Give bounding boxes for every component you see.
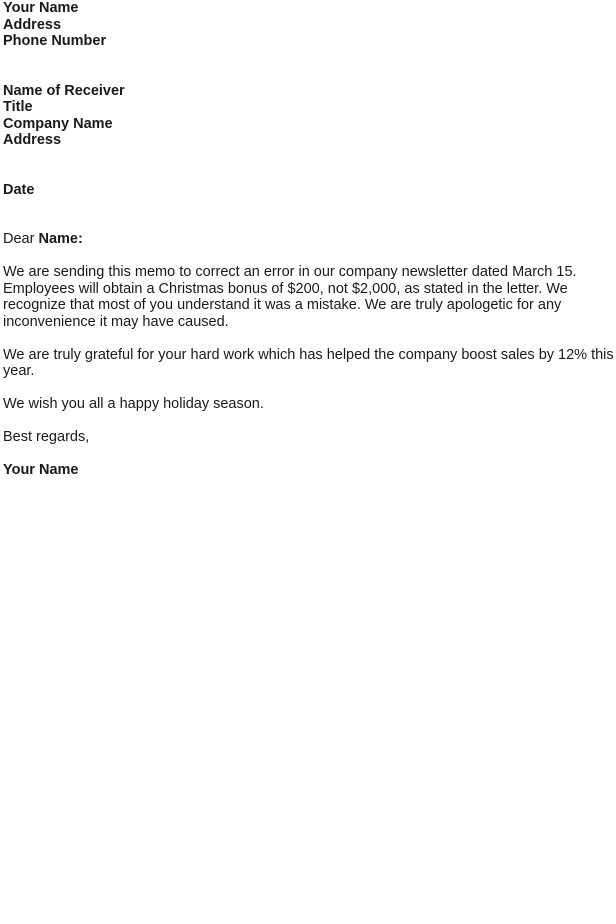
signature-block (3, 462, 613, 479)
receiver-name: Name of Receiver (3, 82, 125, 99)
receiver-company: Company Name (3, 115, 113, 132)
sender-phone: Phone Number (3, 33, 107, 49)
receiver-address: Address (3, 132, 62, 148)
spacer (3, 330, 613, 347)
date-block (3, 182, 613, 199)
receiver-title: Title (3, 99, 33, 115)
salutation (3, 231, 613, 248)
spacer (3, 380, 613, 397)
closing-text: Best regards, (3, 429, 90, 445)
paragraph-line: We wish you all a happy holiday season. (3, 396, 264, 412)
paragraph-line: inconvenience it may have caused. (3, 313, 229, 330)
body-paragraph-2 (3, 347, 613, 380)
letter (3, 0, 613, 479)
paragraph-line: recognize that most of you understand it was a mistake. We are truly apologetic for any (3, 297, 562, 313)
spacer (3, 446, 613, 463)
signature-name: Your Name (3, 462, 79, 478)
spacer (3, 198, 613, 231)
salutation-prefix: Dear (3, 231, 35, 247)
sender-block (3, 0, 613, 50)
spacer (3, 50, 613, 83)
letter-date: Date (3, 181, 35, 198)
paragraph-line: Employees will obtain a Christmas bonus of $200, not $2,000, as stated in the letter. We (3, 280, 568, 297)
body-paragraph-1 (3, 264, 613, 330)
paragraph-line: year. (3, 363, 35, 379)
closing (3, 429, 613, 446)
body-paragraph-3 (3, 396, 613, 413)
salutation-name: Name: (38, 231, 83, 247)
sender-name: Your Name (3, 0, 79, 16)
paragraph-line: We are truly grateful for your hard work which has helped the company boost sales by 12% this (3, 346, 614, 363)
spacer (3, 248, 613, 265)
sender-address: Address (3, 16, 62, 33)
spacer (3, 149, 613, 182)
receiver-block (3, 83, 613, 149)
paragraph-line: We are sending this memo to correct an error in our company newsletter dated March 15. (3, 264, 577, 280)
spacer (3, 413, 613, 430)
